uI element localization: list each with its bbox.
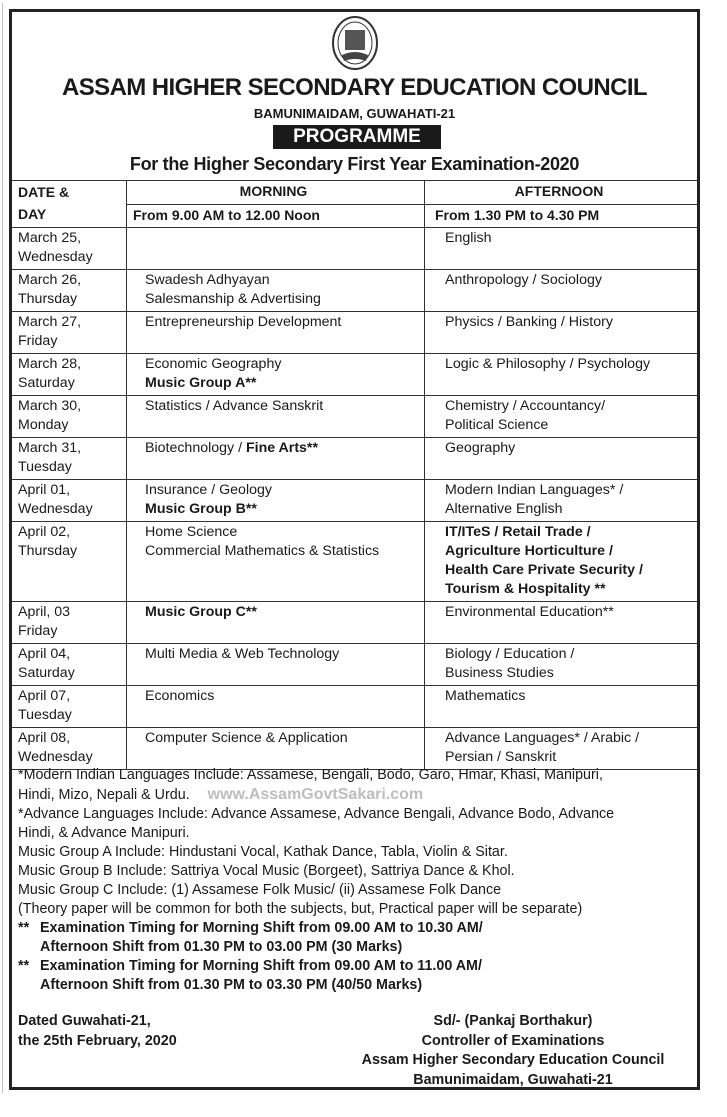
note-music-a: Music Group A Include: Hindustani Vocal, Kathak Dance, Tabla, Violin & Sitar.	[18, 844, 508, 860]
note-advance: *Advance Languages Include: Advance Assamese, Advance Bengali, Advance Bodo, Advance	[18, 806, 615, 822]
subject-text: Chemistry / Accountancy/	[445, 398, 606, 414]
footnotes	[18, 766, 693, 995]
note-theory: (Theory paper will be common for both the subjects, but, Practical paper will be separate)	[18, 901, 583, 917]
date-day-header	[12, 181, 127, 228]
afternoon-subject-cell	[425, 312, 698, 354]
afternoon-subject-cell	[425, 228, 698, 270]
morning-time: From 9.00 AM to 12.00 Noon	[127, 204, 425, 228]
subject-text: Biotechnology /	[145, 440, 246, 456]
double-asterisk: **	[18, 920, 30, 936]
subject-text: Political Science	[445, 417, 549, 433]
subject-line	[145, 271, 420, 290]
date-line: Saturday	[18, 665, 75, 681]
date-line: Wednesday	[18, 249, 93, 265]
council-address: BAMUNIMAIDAM, GUWAHATI-21	[253, 106, 456, 121]
subject-text: IT/ITeS / Retail Trade /	[445, 524, 591, 540]
subject-text: Mathematics	[445, 688, 526, 704]
subject-text: Modern Indian Languages* /	[445, 482, 624, 498]
subject-line	[445, 355, 693, 374]
subject-line	[145, 290, 420, 309]
date-line: April 08,	[18, 730, 71, 746]
timing-note-1: Examination Timing for Morning Shift from 09.00 AM to 10.30 AM/	[40, 920, 483, 936]
table-row	[12, 480, 697, 522]
note-music-b: Music Group B Include: Sattriya Vocal Music (Borgeet), Sattriya Dance & Khol.	[18, 863, 515, 879]
subject-line	[145, 645, 420, 664]
subject-line	[445, 729, 693, 748]
subject-text: Agriculture Horticulture /	[445, 543, 613, 559]
subject-text: Anthropology / Sociology	[445, 272, 602, 288]
subject-line	[445, 271, 693, 290]
dated-place: Dated Guwahati-21,	[18, 1013, 151, 1029]
morning-subject-cell	[127, 270, 425, 312]
date-line: Thursday	[18, 543, 78, 559]
subject-text: Economics	[145, 688, 215, 704]
table-row	[12, 728, 697, 770]
subject-text: Geography	[445, 440, 516, 456]
date-line: Friday	[18, 623, 58, 639]
subject-text: Multi Media & Web Technology	[145, 646, 340, 662]
morning-subject-cell	[127, 480, 425, 522]
date-line: March 27,	[18, 314, 82, 330]
morning-subject-cell	[127, 312, 425, 354]
subject-text: Economic Geography	[145, 356, 282, 372]
subject-line	[445, 481, 693, 500]
subject-line	[145, 313, 420, 332]
date-line: Tuesday	[18, 707, 72, 723]
table-row	[12, 602, 697, 644]
date-line: March 25,	[18, 230, 82, 246]
morning-subject-cell	[127, 728, 425, 770]
table-row	[12, 312, 697, 354]
subject-line	[445, 523, 693, 542]
subject-text: Persian / Sanskrit	[445, 749, 557, 765]
subject-line	[445, 500, 693, 519]
subject-text: Salesmanship & Advertising	[145, 291, 321, 307]
afternoon-subject-cell	[425, 728, 698, 770]
date-line: Friday	[18, 333, 58, 349]
exam-schedule-table	[12, 180, 697, 770]
exam-heading: For the Higher Secondary First Year Examination-2020	[129, 154, 580, 174]
programme-label: PROGRAMME	[273, 125, 441, 149]
signatory-address: Bamunimaidam, Guwahati-21	[413, 1071, 613, 1088]
subject-line	[445, 439, 693, 458]
date-line: April 07,	[18, 688, 71, 704]
table-row	[12, 270, 697, 312]
signatory	[328, 1012, 698, 1090]
date-line: April 02,	[18, 524, 71, 540]
date-cell	[12, 686, 127, 728]
morning-subject-cell	[127, 354, 425, 396]
date-line: Saturday	[18, 375, 75, 391]
afternoon-subject-cell	[425, 480, 698, 522]
subject-text: Music Group B**	[145, 501, 257, 517]
note-mil: *Modern Indian Languages Include: Assamese, Bengali, Bodo, Garo, Hmar, Khasi, Manipuri,	[18, 767, 603, 783]
subject-line	[145, 523, 420, 542]
subject-line	[145, 729, 420, 748]
subject-text: Entrepreneurship Development	[145, 314, 342, 330]
table-header-row	[12, 181, 697, 205]
date-line: Wednesday	[18, 749, 93, 765]
subject-text: English	[445, 230, 492, 246]
subject-line	[145, 439, 420, 458]
double-asterisk: **	[18, 958, 30, 974]
note-mil-cont: Hindi, Mizo, Nepali & Urdu.	[18, 787, 190, 803]
council-seal-logo	[330, 15, 380, 72]
morning-header: MORNING	[127, 181, 425, 205]
subject-text: Environmental Education**	[445, 604, 614, 620]
date-line: March 26,	[18, 272, 82, 288]
date-block	[18, 1012, 177, 1051]
subject-line	[445, 687, 693, 706]
morning-subject-cell	[127, 602, 425, 644]
subject-text: Physics / Banking / History	[445, 314, 613, 330]
subject-text: Fine Arts**	[245, 440, 318, 456]
table-row	[12, 686, 697, 728]
date-header-label: DATE &	[18, 184, 70, 200]
date-cell	[12, 480, 127, 522]
date-line: Monday	[18, 417, 69, 433]
subject-line	[445, 645, 693, 664]
date-cell	[12, 354, 127, 396]
afternoon-subject-cell	[425, 396, 698, 438]
timing-note-2: Examination Timing for Morning Shift from 09.00 AM to 11.00 AM/	[40, 958, 482, 974]
dated-date: the 25th February, 2020	[18, 1032, 177, 1049]
subject-line	[145, 397, 420, 416]
signatory-title: Controller of Examinations	[421, 1032, 605, 1049]
subject-text: Home Science	[145, 524, 238, 540]
date-line: March 30,	[18, 398, 82, 414]
date-line: April 01,	[18, 482, 71, 498]
date-cell	[12, 228, 127, 270]
date-line: March 31,	[18, 440, 82, 456]
subject-line	[445, 580, 693, 599]
date-line: April 04,	[18, 646, 71, 662]
subject-line	[445, 603, 693, 622]
day-header-label: DAY	[18, 206, 47, 222]
subject-line	[145, 500, 420, 519]
subject-text: Music Group A**	[145, 375, 257, 391]
subject-text: Swadesh Adhyayan	[145, 272, 270, 288]
subject-text: Music Group C**	[145, 604, 257, 620]
afternoon-subject-cell	[425, 644, 698, 686]
date-cell	[12, 728, 127, 770]
afternoon-subject-cell	[425, 522, 698, 602]
subject-line	[445, 229, 693, 248]
afternoon-subject-cell	[425, 354, 698, 396]
subject-text: Health Care Private Security /	[445, 562, 643, 578]
timing-note-2-cont: Afternoon Shift from 01.30 PM to 03.30 PM (40/50 Marks)	[40, 977, 423, 993]
subject-text: Commercial Mathematics & Statistics	[145, 543, 380, 559]
date-cell	[12, 270, 127, 312]
table-row	[12, 396, 697, 438]
subject-text: Business Studies	[445, 665, 554, 681]
date-cell	[12, 602, 127, 644]
subject-text: Logic & Philosophy / Psychology	[445, 356, 651, 372]
afternoon-subject-cell	[425, 270, 698, 312]
note-music-c: Music Group C Include: (1) Assamese Folk Music/ (ii) Assamese Folk Dance	[18, 882, 502, 898]
subject-line	[445, 542, 693, 561]
subject-line	[445, 397, 693, 416]
subject-text: Insurance / Geology	[145, 482, 272, 498]
table-row	[12, 438, 697, 480]
morning-subject-cell	[127, 438, 425, 480]
morning-subject-cell	[127, 396, 425, 438]
date-line: Tuesday	[18, 459, 72, 475]
afternoon-subject-cell	[425, 602, 698, 644]
morning-subject-cell	[127, 644, 425, 686]
subject-line	[445, 416, 693, 435]
subject-line	[445, 748, 693, 767]
date-cell	[12, 522, 127, 602]
table-row	[12, 644, 697, 686]
table-row	[12, 522, 697, 602]
date-cell	[12, 312, 127, 354]
subject-line	[445, 313, 693, 332]
afternoon-time: From 1.30 PM to 4.30 PM	[425, 204, 698, 228]
subject-line	[145, 374, 420, 393]
note-advance-cont: Hindi, & Advance Manipuri.	[18, 825, 190, 841]
subject-line	[445, 561, 693, 580]
subject-line	[445, 664, 693, 683]
date-line: Thursday	[18, 291, 78, 307]
morning-subject-cell	[127, 686, 425, 728]
subject-text: Biology / Education /	[445, 646, 575, 662]
notice-frame	[9, 9, 700, 1090]
subject-text: Computer Science & Application	[145, 730, 348, 746]
morning-subject-cell	[127, 522, 425, 602]
subject-line	[145, 542, 420, 561]
date-line: Wednesday	[18, 501, 93, 517]
council-title: ASSAM HIGHER SECONDARY EDUCATION COUNCIL	[62, 74, 647, 101]
date-cell	[12, 438, 127, 480]
subject-line	[145, 481, 420, 500]
signatory-org: Assam Higher Secondary Education Council	[361, 1052, 665, 1068]
table-row	[12, 354, 697, 396]
subject-text: Advance Languages* / Arabic /	[445, 730, 640, 746]
subject-line	[145, 603, 420, 622]
subject-text: Tourism & Hospitality **	[445, 581, 606, 597]
afternoon-subject-cell	[425, 686, 698, 728]
subject-text: Statistics / Advance Sanskrit	[145, 398, 324, 414]
date-cell	[12, 644, 127, 686]
table-row	[12, 228, 697, 270]
afternoon-header: AFTERNOON	[425, 181, 698, 205]
subject-text: Alternative English	[445, 501, 563, 517]
afternoon-subject-cell	[425, 438, 698, 480]
morning-subject-cell	[127, 228, 425, 270]
date-line: April, 03	[18, 604, 71, 620]
subject-line	[145, 355, 420, 374]
date-cell	[12, 396, 127, 438]
subject-line	[145, 687, 420, 706]
date-line: March 28,	[18, 356, 82, 372]
timing-note-1-cont: Afternoon Shift from 01.30 PM to 03.00 PM (30 Marks)	[40, 939, 403, 955]
watermark: www.AssamGovtSakari.com	[207, 786, 424, 803]
signatory-name: Sd/- (Pankaj Borthakur)	[433, 1013, 593, 1029]
